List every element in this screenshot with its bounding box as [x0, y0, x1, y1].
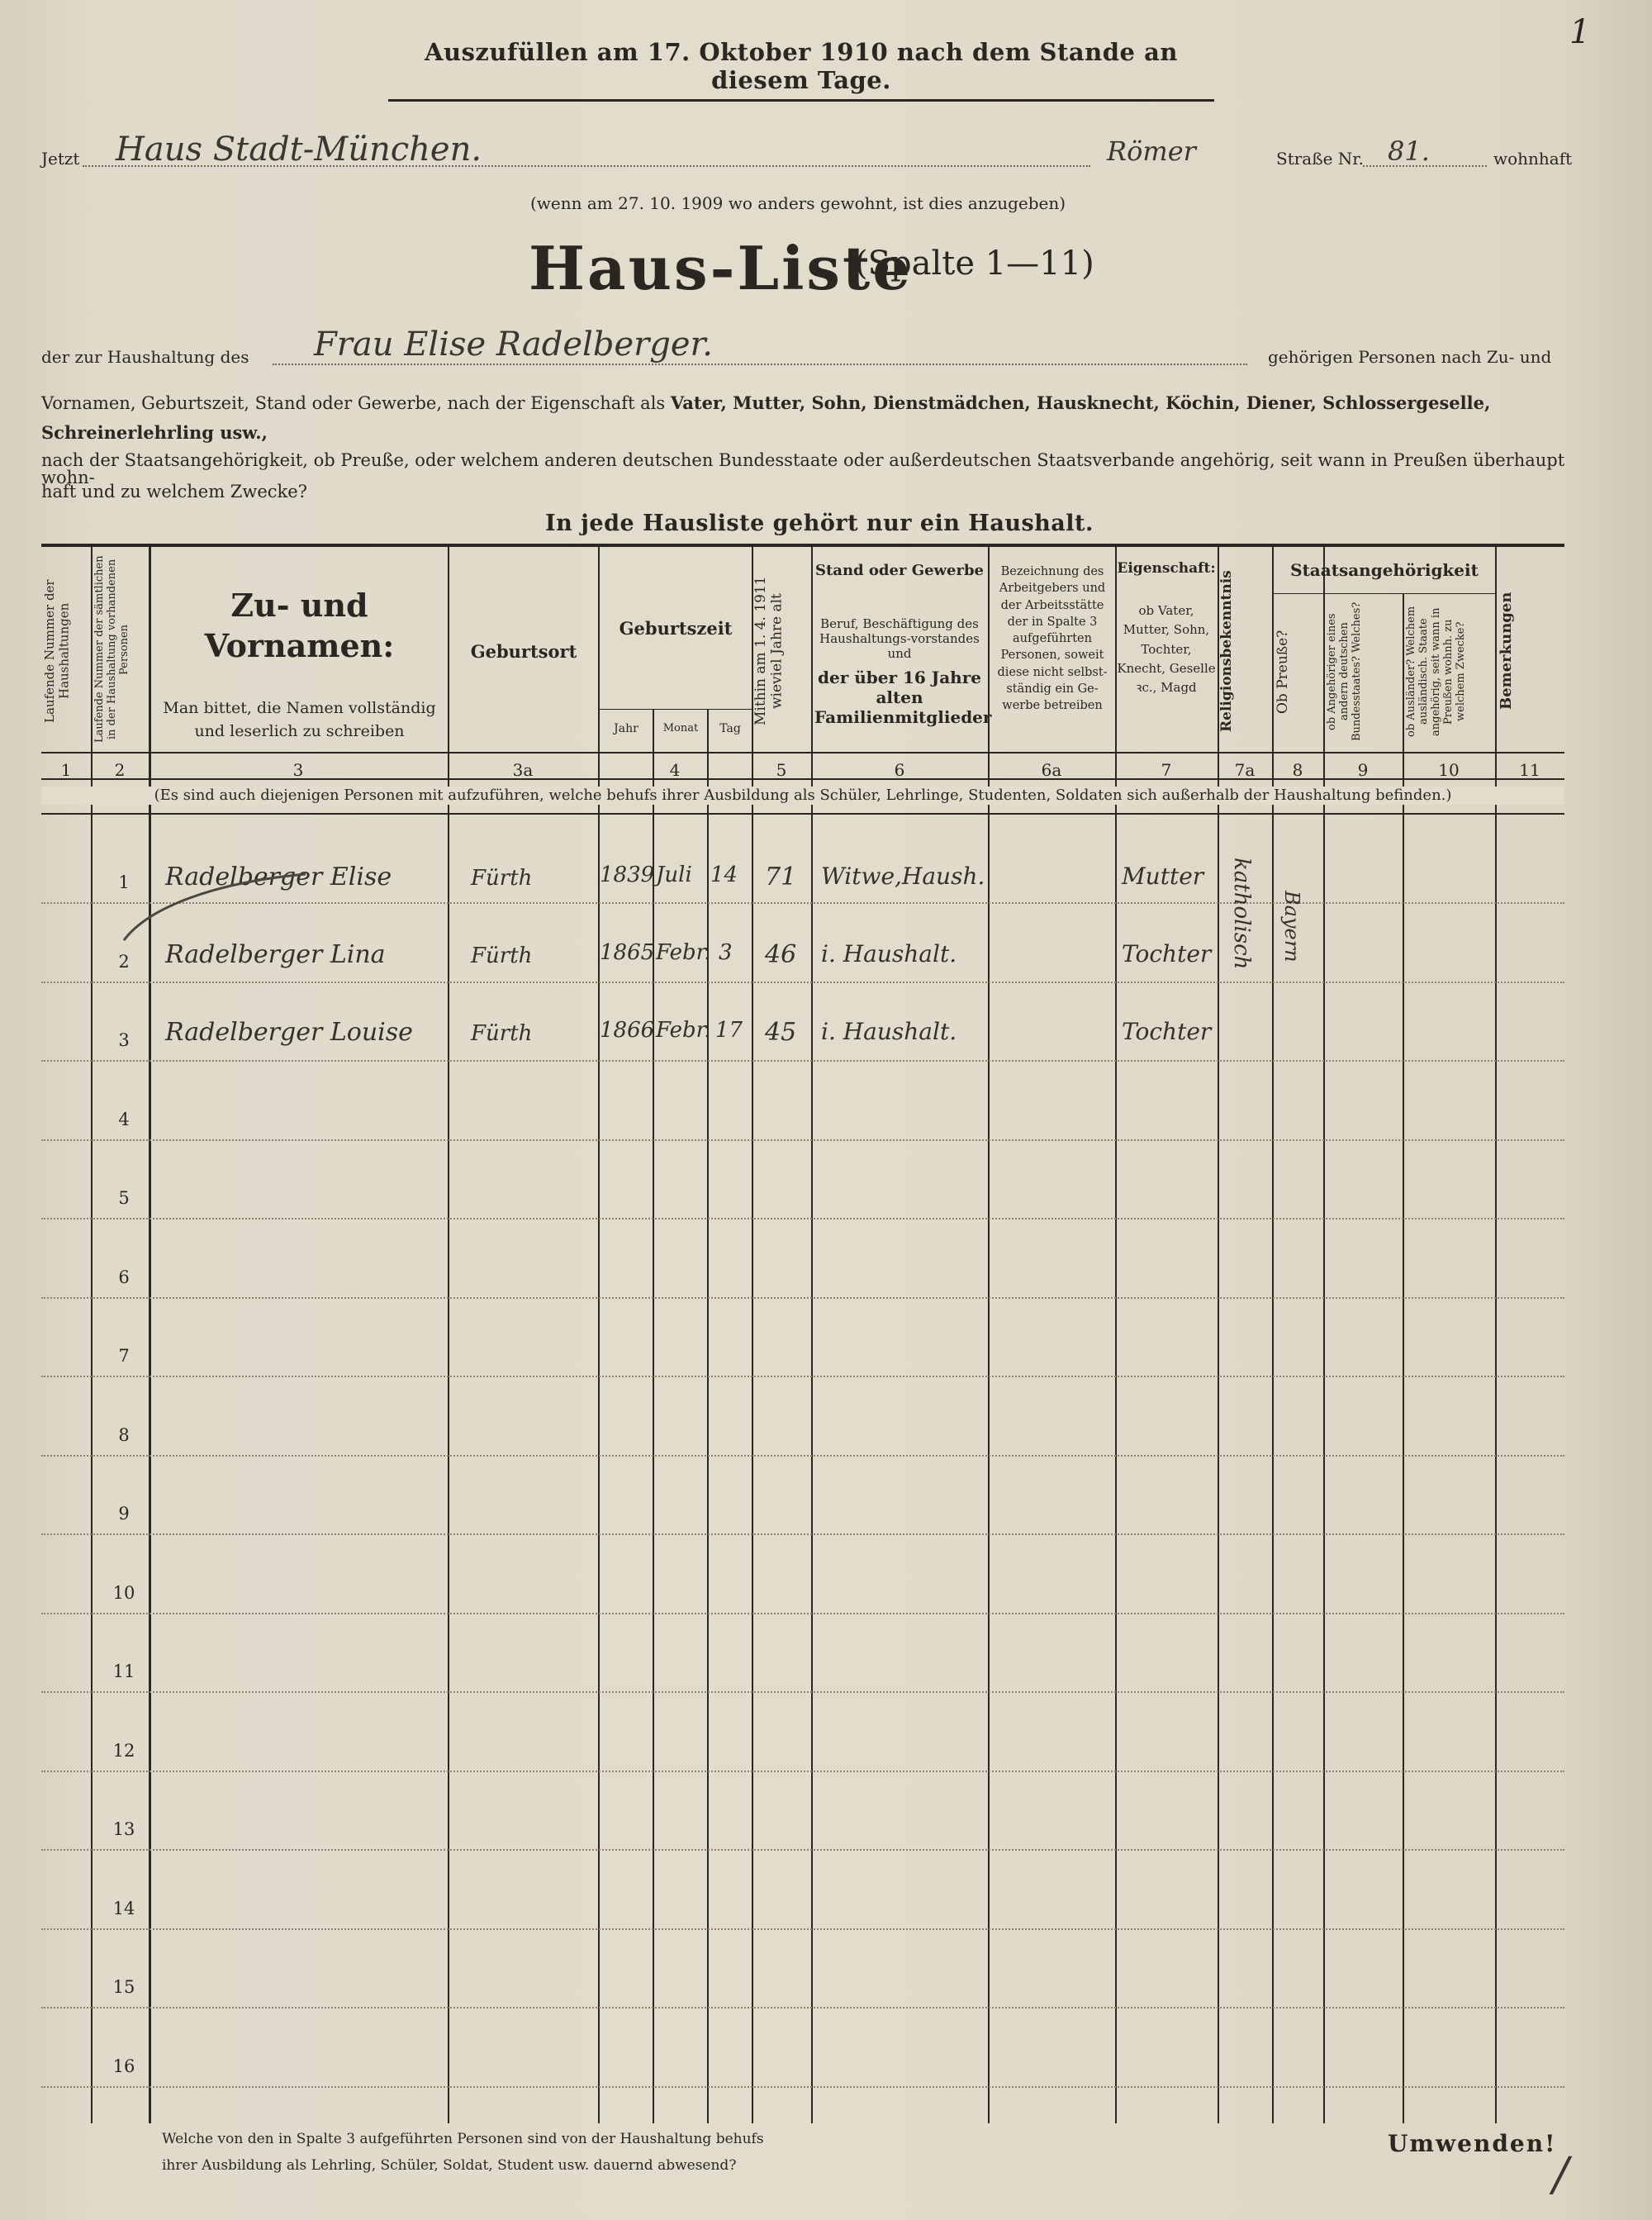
- row-number: 15: [112, 1977, 135, 1997]
- entry-relation: Tochter: [1122, 1018, 1212, 1045]
- question-line-2: ihrer Ausbildung als Lehrling, Schüler, Soldat, Student usw. dauernd abwesend?: [162, 2157, 737, 2175]
- row-number: 10: [112, 1583, 135, 1603]
- fill-instruction: Auszufüllen am 17. Oktober 1910 nach dem Stande an diesem Tage.: [388, 38, 1214, 102]
- entry-month: Juli: [656, 863, 692, 887]
- header-bottom-rule: [41, 752, 1564, 753]
- entry-day: 3: [719, 940, 733, 965]
- row-line: [41, 982, 1564, 983]
- col-divider: [988, 544, 990, 2123]
- strasse-label: Straße Nr.: [1276, 149, 1364, 169]
- row-number: 4: [118, 1110, 130, 1129]
- hdr-geburtszeit: Geburtszeit: [619, 618, 733, 639]
- colnum-1: 1: [60, 760, 72, 780]
- entry-birthplace: Fürth: [471, 944, 533, 968]
- hdr-alter: Mithin am 1. 4. 1911 wieviel Jahre alt: [752, 576, 786, 726]
- row-number: 11: [112, 1661, 135, 1681]
- hdr-eigenschaft-note: ob Vater, Mutter, Sohn, Tochter, Knecht, Geselle ꝛc., Magd: [1117, 603, 1216, 695]
- instruction-para-3: nach der Staatsangehörigkeit, ob Preuße, oder welchem anderen deutschen Bundesstaate oder außerdeutschen Staatsverbande angehörig, seit wann in Preußen überhaupt wohn-: [41, 450, 1565, 487]
- hdr-stand-title: Stand oder Gewerbe: [814, 562, 984, 579]
- street-handwritten: Römer: [1107, 135, 1196, 167]
- row-line: [41, 1060, 1564, 1062]
- entry-year: 1866: [600, 1018, 655, 1043]
- entry-age: 71: [765, 863, 797, 891]
- col-divider: [598, 544, 600, 2123]
- hdr-tag: Tag: [719, 722, 741, 735]
- hdr-lfd-nr-personen: Laufende Nummer der sämtlichen in der Haushaltung vorhandenen Personen: [93, 555, 131, 744]
- entry-birthplace: Fürth: [471, 866, 533, 891]
- note-bottom-rule: [41, 813, 1564, 815]
- household-suffix: gehörigen Personen nach Zu- und: [1268, 347, 1552, 367]
- colnum-3: 3: [292, 760, 304, 780]
- row-number: 7: [118, 1346, 130, 1366]
- entry-name: Radelberger Elise: [165, 863, 392, 891]
- col-divider: [653, 709, 654, 2123]
- row-line: [41, 1533, 1564, 1535]
- household-prefix: der zur Haushaltung des: [41, 347, 249, 367]
- wohnhaft-label: wohnhaft: [1493, 149, 1573, 169]
- absent-persons-question: [162, 2126, 764, 2180]
- hdr-monat: Monat: [662, 722, 699, 734]
- hdr-arbeitgeber: Bezeichnung des Arbeitgebers und der Arbeitsstätte der in Spalte 3 aufgeführten Personen, soweit diese nicht selbst-ständig ein Ge-werbe betreiben: [997, 565, 1108, 713]
- col-divider: [1272, 544, 1274, 2123]
- colnum-7: 7: [1161, 760, 1172, 780]
- col-divider: [1403, 593, 1404, 2123]
- colnum-2: 2: [114, 760, 126, 780]
- hdr-staatsangehoerigkeit: Staatsangehörigkeit: [1290, 560, 1479, 580]
- col-divider: [448, 544, 449, 2123]
- form-title-columns: (Spalte 1—11): [855, 245, 1094, 283]
- colnum-6: 6: [894, 760, 905, 780]
- hdr-auslaender: ob Ausländer? Welchem ausländisch. Staate angehörig, seit wann in Preußen wohnh. zu welchem Zwecke?: [1405, 606, 1467, 738]
- entry-year: 1839: [600, 863, 655, 887]
- colnum-3a: 3a: [512, 760, 534, 780]
- colnum-8: 8: [1292, 760, 1303, 780]
- instruction-para-2: [41, 424, 268, 442]
- entry-relation: Tochter: [1122, 940, 1212, 967]
- address-handwritten: Haus Stadt-München.: [116, 131, 482, 169]
- row-number: 1: [118, 872, 130, 892]
- row-number: 3: [118, 1030, 130, 1050]
- hdr-bemerkungen: Bemerkungen: [1498, 592, 1515, 711]
- hdr-eigenschaft: Eigenschaft:: [1117, 560, 1216, 577]
- question-line-1: Welche von den in Spalte 3 aufgeführten Personen sind von der Haushaltung behufs: [162, 2131, 764, 2147]
- row-number: 6: [118, 1267, 130, 1287]
- entry-year: 1865: [600, 940, 655, 965]
- col-divider: [91, 544, 93, 2123]
- row-line: [41, 1928, 1564, 1930]
- household-line: [273, 364, 1247, 365]
- staat-subrule: [1274, 593, 1495, 594]
- col-divider: [707, 709, 709, 2123]
- row-line: [41, 2007, 1564, 2008]
- hdr-geburtsort: Geburtsort: [470, 641, 577, 662]
- instruction-para-1: [41, 394, 1565, 412]
- entry-name: Radelberger Lina: [165, 940, 386, 969]
- students-note: (Es sind auch diejenigen Personen mit aufzuführen, welche behufs ihrer Ausbildung als Schüler, Lehrlinge, Studenten, Soldaten sich außerhalb der Haushaltung befinden.): [41, 787, 1564, 805]
- row-line: [41, 1218, 1564, 1219]
- entry-day: 14: [710, 863, 738, 887]
- hdr-stand-note: Beruf, Beschäftigung des Haushaltungs-vorstandes und: [819, 616, 980, 661]
- colnum-11: 11: [1519, 760, 1540, 780]
- one-household-note: In jede Hausliste gehört nur ein Haushalt.: [545, 511, 1094, 536]
- col-divider: [1218, 544, 1219, 2123]
- hdr-lfd-nr-haushaltungen: Laufende Nummer der Haushaltungen: [42, 579, 72, 723]
- row-line: [41, 1455, 1564, 1457]
- instruction-line1-plain: Vornamen, Geburtszeit, Stand oder Gewerbe, nach der Eigenschaft als: [41, 393, 666, 413]
- entry-relation: Mutter: [1122, 863, 1204, 890]
- row-line: [41, 1613, 1564, 1614]
- col-divider: [811, 544, 813, 2123]
- geburtszeit-subrule: [600, 709, 752, 710]
- hdr-stand-age: der über 16 Jahre alten Familienmitglieder: [814, 668, 992, 727]
- instruction-line1-bold: Vater, Mutter, Sohn, Dienstmädchen, Hausknecht, Köchin, Diener, Schlossergeselle,: [670, 392, 1491, 413]
- instruction-line2-bold: Schreinerlehrling usw.,: [41, 422, 268, 443]
- colnum-5: 5: [776, 760, 787, 780]
- col-divider: [1495, 544, 1497, 2123]
- row-line: [41, 1297, 1564, 1299]
- prior-address-note: (wenn am 27. 10. 1909 wo anders gewohnt, ist dies anzugeben): [530, 193, 1066, 213]
- hdr-religion: Religionsbekenntnis: [1218, 570, 1235, 732]
- row-number: 16: [112, 2056, 135, 2076]
- turn-over-note: Umwenden!: [1388, 2130, 1557, 2157]
- table-top-rule: [41, 544, 1564, 547]
- household-table: [41, 544, 1564, 2123]
- hdr-preusse: Ob Preuße?: [1275, 630, 1291, 714]
- row-number: 5: [118, 1188, 130, 1208]
- entry-occupation: i. Haushalt.: [821, 940, 957, 967]
- page-number: 1: [1569, 13, 1591, 51]
- col-divider: [1323, 544, 1325, 2123]
- colnum-7a: 7a: [1234, 760, 1256, 780]
- entry-age: 45: [765, 1018, 797, 1047]
- row-line: [41, 1849, 1564, 1851]
- hdr-bundesstaat: ob Angehöriger eines andern deutschen Bundesstaates? Welches?: [1326, 601, 1363, 742]
- row-line: [41, 1771, 1564, 1772]
- row-number: 8: [118, 1425, 130, 1445]
- col-divider: [1115, 544, 1117, 2123]
- preusse-handwritten: Bayern: [1280, 891, 1303, 963]
- row-line: [41, 1376, 1564, 1377]
- entry-day: 17: [715, 1018, 743, 1043]
- household-head-handwritten: Frau Elise Radelberger.: [314, 326, 713, 364]
- colnum-9: 9: [1357, 760, 1369, 780]
- hdr-names-title: Zu- und Vornamen:: [204, 587, 395, 665]
- row-number: 14: [112, 1899, 135, 1918]
- row-number: 13: [112, 1819, 135, 1839]
- row-number: 12: [112, 1741, 135, 1761]
- row-line: [41, 1139, 1564, 1141]
- col-divider: [149, 544, 151, 2123]
- bracket-stroke-icon: [116, 858, 314, 948]
- entry-birthplace: Fürth: [471, 1021, 533, 1046]
- entry-name: Radelberger Louise: [165, 1018, 413, 1047]
- row-number: 2: [118, 952, 130, 972]
- row-line: [41, 2086, 1564, 2088]
- row-number: 9: [118, 1504, 130, 1524]
- house-number-handwritten: 81.: [1388, 135, 1430, 167]
- entry-occupation: i. Haushalt.: [821, 1018, 957, 1045]
- entry-age: 46: [765, 940, 797, 969]
- entry-occupation: Witwe,Haush.: [821, 863, 985, 890]
- jetzt-label: Jetzt: [41, 149, 80, 169]
- instruction-para-4: haft und zu welchem Zwecke?: [41, 482, 307, 502]
- form-title: Haus-Liste: [529, 233, 914, 303]
- corner-mark: /: [1553, 2148, 1569, 2202]
- col-divider: [752, 544, 753, 2123]
- hdr-names-note: Man bittet, die Namen vollständig und leserlich zu schreiben: [163, 699, 436, 740]
- row-line: [41, 1691, 1564, 1693]
- religion-handwritten: katholisch: [1229, 858, 1254, 970]
- entry-month: Febr.: [656, 940, 711, 965]
- entry-month: Febr.: [656, 1018, 711, 1043]
- hdr-jahr: Jahr: [614, 722, 638, 735]
- colnum-10: 10: [1438, 760, 1460, 780]
- colnum-4: 4: [669, 760, 681, 780]
- colnum-6a: 6a: [1041, 760, 1062, 780]
